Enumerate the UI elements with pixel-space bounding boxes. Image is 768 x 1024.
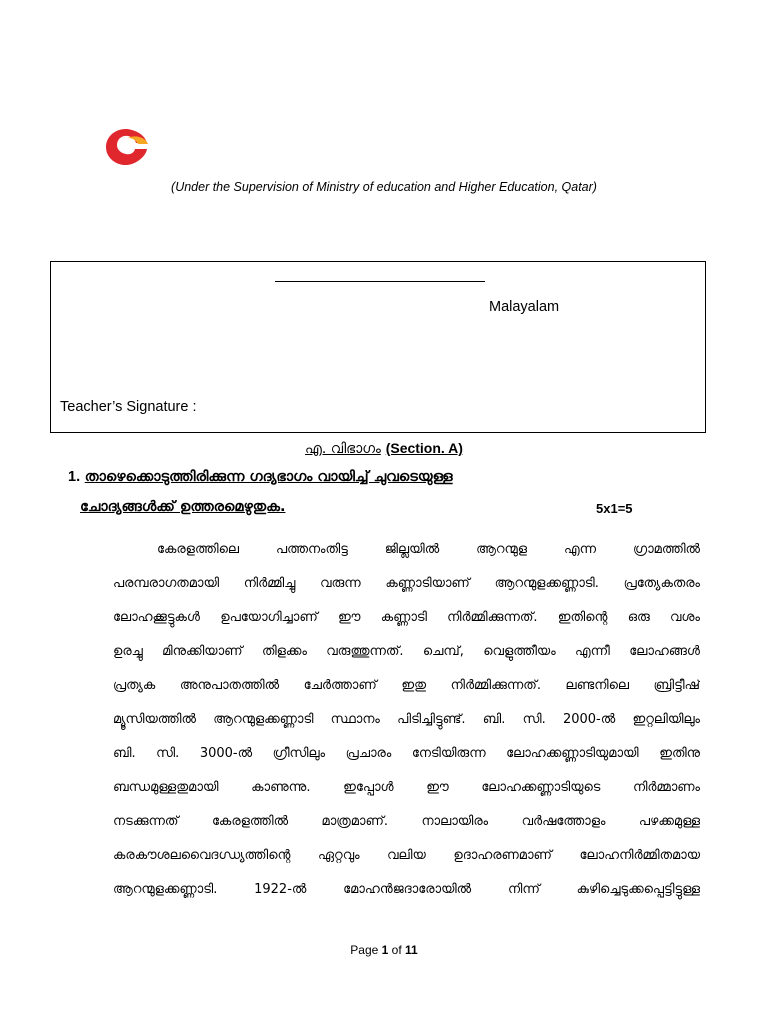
question-text-line-1: താഴെക്കൊടുത്തിരിക്കുന്ന ഗദ്യഭാഗം വായിച്ച് ചുവടെയുള്ള — [84, 469, 453, 485]
passage-line: ബന്ധമുള്ളതുമായി കാണുന്നു. ഇപ്പോൾ ഈ ലോഹക്കണ്ണാടിയുടെ നിർമ്മാണം — [113, 780, 700, 795]
passage-line: ബി. സി. 3000-ൽ ഗ്രീസിലും പ്രചാരം നേടിയിരുന്ന ലോഹക്കണ്ണാടിയുമായി ഇതിനു — [113, 746, 700, 761]
passage-line: ലോഹക്കൂട്ടുകൾ ഉപയോഗിച്ചാണ് ഈ കണ്ണാടി നിർമ്മിക്കുന്നത്. ഇതിന്റെ ഒരു വശം — [113, 610, 700, 625]
teacher-signature-label: Teacher’s Signature : — [60, 399, 197, 415]
reading-passage — [113, 537, 700, 911]
page-word: Page — [350, 943, 379, 957]
passage-line: കരകൗശലവൈദഗ്ധ്യത്തിന്റെ ഏറ്റവും വലിയ ഉദാഹരണമാണ് ലോഹനിർമ്മിതമായ — [113, 848, 700, 863]
passage-line: ഉരച്ചു മിനുക്കിയാണ് തിളക്കം വരുത്തുന്നത്. ചെമ്പ്, വെളുത്തീയം എന്നീ ലോഹങ്ങൾ — [113, 644, 700, 659]
passage-line: പരമ്പരാഗതമായി നിർമ്മിച്ചു വരുന്ന കണ്ണാടിയാണ് ആറന്മുളക്കണ്ണാടി. പ്രത്യേകതരം — [113, 576, 700, 591]
question-marks: 5x1=5 — [596, 501, 633, 516]
page-current: 1 — [381, 943, 389, 957]
student-info-box — [50, 261, 706, 433]
passage-line: പ്രത്യക അനുപാതത്തിൽ ചേർത്താണ് ഇതു നിർമ്മിക്കുന്നത്. ലണ്ടനിലെ ബ്രിട്ടീഷ് — [113, 678, 700, 693]
subject-label: Malayalam — [489, 299, 560, 315]
passage-line: മ്യൂസിയത്തിൽ ആറന്മുളക്കണ്ണാടി സ്ഥാനം പിടിച്ചിട്ടുണ്ട്. ബി. സി. 2000-ൽ ഇറ്റലിയിലും — [113, 712, 700, 727]
question-text-line-2: ചോദ്യങ്ങൾക്ക് ഉത്തരമെഴുതുക. — [80, 499, 286, 515]
question-number: 1. — [68, 469, 81, 485]
name-blank-line — [275, 281, 485, 282]
section-title-malayalam: എ. വിഭാഗം — [305, 441, 381, 457]
passage-line: നടക്കുന്നത് കേരളത്തിൽ മാത്രമാണ്. നാലായിരം വർഷത്തോളം പഴക്കമുള്ള — [113, 814, 700, 829]
page-total: 11 — [405, 943, 418, 957]
of-word: of — [391, 943, 402, 957]
section-heading — [0, 440, 768, 457]
school-logo-icon — [102, 124, 150, 168]
section-title-english: (Section. A) — [385, 440, 463, 456]
supervision-note: (Under the Supervision of Ministry of education and Higher Education, Qatar) — [171, 180, 597, 194]
passage-line: കേരളത്തിലെ പത്തനംതിട്ട ജില്ലയിൽ ആറന്മുള എന്ന ഗ്രാമത്തിൽ — [157, 542, 700, 557]
question-1 — [68, 469, 668, 485]
page-footer — [0, 943, 768, 957]
passage-line: ആറന്മുളക്കണ്ണാടി. 1922-ൽ മോഹൻജദാരോയിൽ നിന്ന് കുഴിച്ചെടുക്കപ്പെട്ടിട്ടുള്ള — [113, 882, 700, 897]
